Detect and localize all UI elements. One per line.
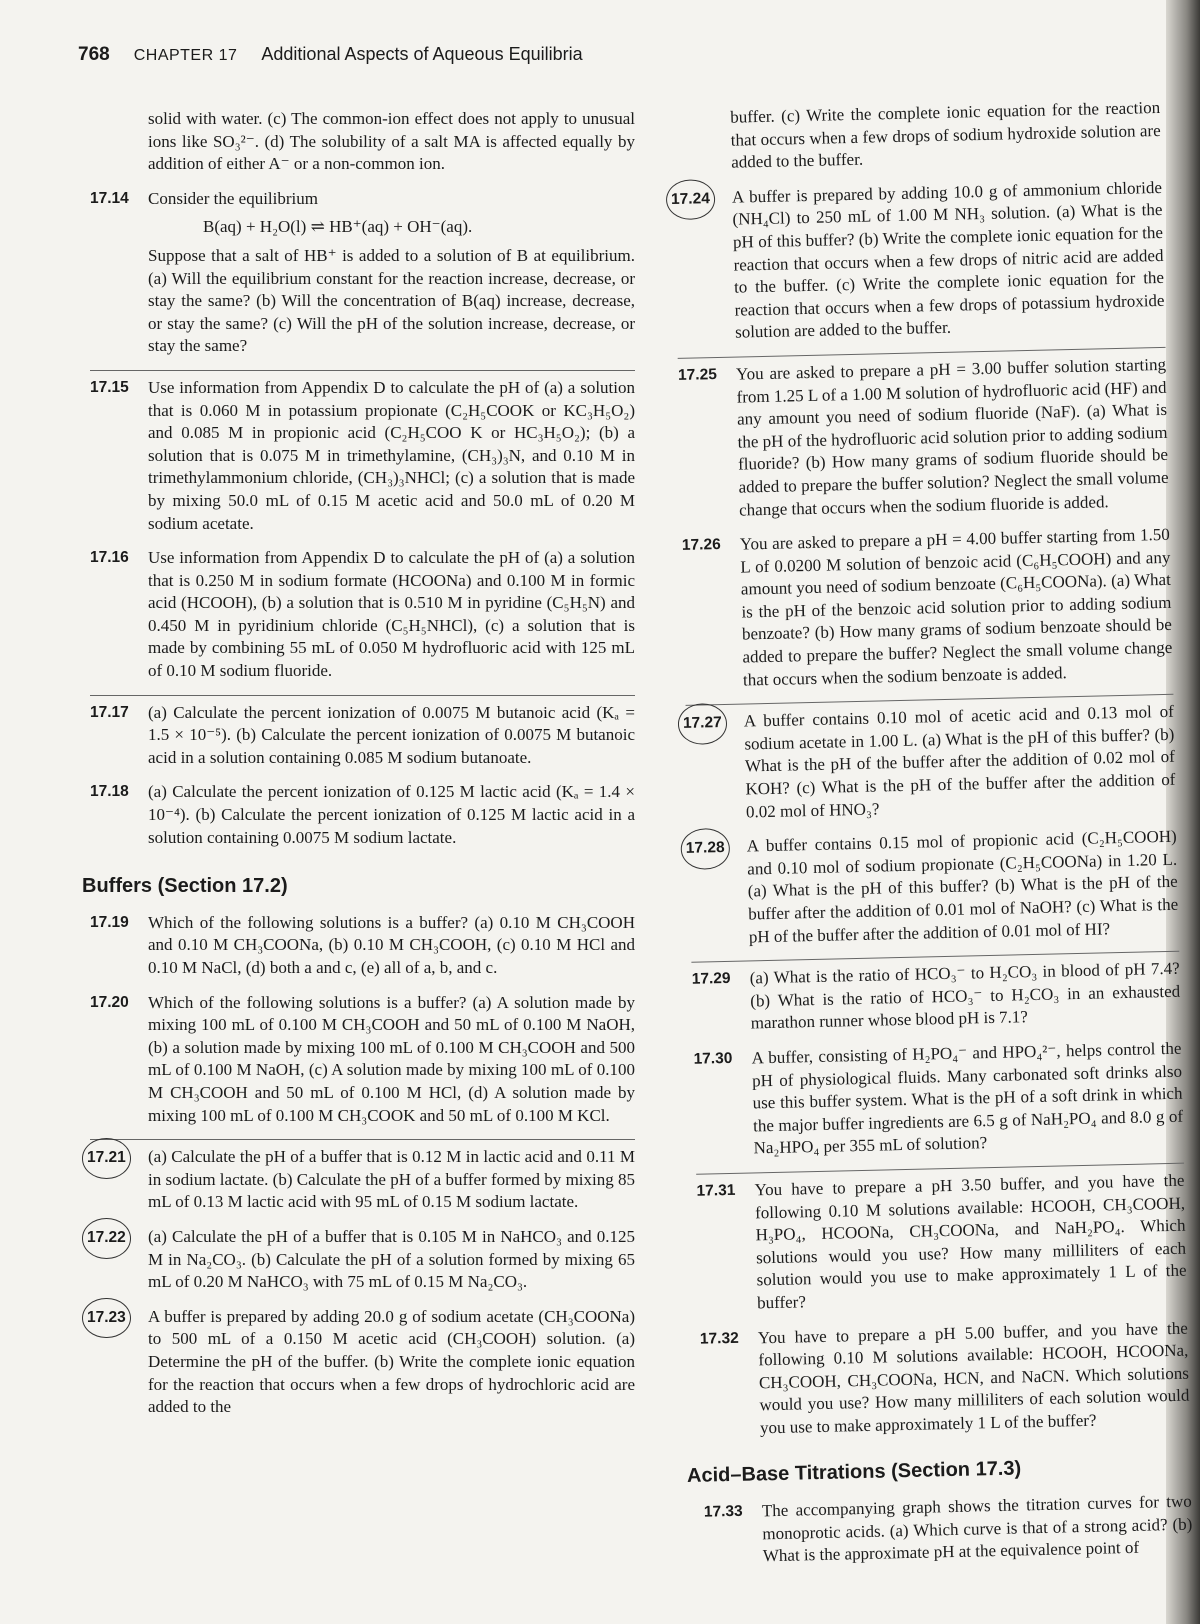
problem-body: You are asked to prepare a pH = 4.00 buffer starting from 1.50 L of 0.0200 M solution of benzoic acid (C₆H₅COOH) and any amount you need of sodium benzoate (C₆H₅COONa). (a) What is the pH of the benzoic acid solution prior to adding sodium benzoate? (b) How many grams of sodium benzoate should be added to prepare the buffer? Neglect the small volume change that occurs when the sodium benzoate is added.	[739, 524, 1173, 690]
problem-number: 17.25	[677, 365, 718, 384]
right-column	[672, 97, 1193, 1582]
problem-body: (a) Calculate the percent ionization of 0.0075 M butanoic acid (Kₐ = 1.5 × 10⁻⁵). (b) Calculate the percent ionization of 0.0075 M butanoic acid in a solution containing 0.085 M sodium butanoate.	[148, 702, 635, 767]
problem-17-15	[90, 370, 635, 535]
chapter-label: CHAPTER 17	[133, 47, 238, 64]
problem-17-28	[685, 826, 1179, 950]
problem-number: 17.16	[90, 549, 129, 567]
problem-17-22	[87, 1226, 635, 1294]
equilibrium-equation: B(aq) + H₂O(l) ⇌ HB⁺(aq) + OH⁻(aq).	[203, 217, 473, 237]
problem-body: A buffer is prepared by adding 20.0 g of sodium acetate (CH₃COONa) to 500 mL of a 0.150 M acetic acid (CH₃COOH) solution. (a) Determine the pH of the buffer. (b) Write the complete ionic equation for the reaction that occurs when a few drops of hydrochloric acid are added to the	[148, 1306, 635, 1417]
chapter-title: Additional Aspects of Aqueous Equilibria	[261, 44, 583, 64]
problem-number: 17.19	[90, 913, 129, 931]
problem-number-circled: 17.27	[678, 703, 728, 745]
problem-17-17	[90, 695, 635, 770]
problem-body: You have to prepare a pH 5.00 buffer, and you have the following 0.10 M solutions available: HCOOH, HCOONa, CH₃COOH, CH₃COONa, HCN, and NaCN. Which solutions would you use? How many milliliters of each solution would you use to make approximately 1 L of the buffer?	[757, 1318, 1190, 1438]
problem-number: 17.15	[90, 378, 129, 396]
problem-17-19	[90, 912, 635, 980]
problem-number: 17.29	[691, 970, 731, 988]
continued-text-body: buffer. (c) Write the complete ionic equation for the reaction that occurs when a few drops of sodium hydroxide solution are added to the buffer.	[730, 97, 1161, 172]
problem-17-26	[682, 524, 1173, 693]
problem-body: A buffer is prepared by adding 10.0 g of ammonium chloride (NH₄Cl) to 250 mL of 1.00 M NH₃ solution. (a) What is the pH of this buffer? (b) Write the complete ionic equation for the reaction that occurs when a few drops of nitric acid are added to the buffer. (c) Write the complete ionic equation for the reaction that occurs when a few drops of potassium hydroxide solution are added to the buffer.	[731, 177, 1165, 342]
problem-17-20	[90, 992, 635, 1128]
problem-number-circled: 17.28	[680, 828, 730, 870]
problem-number-circled: 17.24	[666, 179, 716, 221]
problem-17-21	[87, 1139, 635, 1214]
problem-17-16	[90, 547, 635, 683]
problem-number-circled: 17.23	[82, 1298, 131, 1339]
page-header	[78, 44, 583, 78]
problem-17-31	[696, 1163, 1187, 1317]
problem-body: Use information from Appendix D to calculate the pH of (a) a solution that is 0.250 M in sodium formate (HCOONa) and 0.100 M in formic acid (HCOOH), (b) a solution that is 0.510 M in pyridine (C₅H₅N) and 0.450 M in pyridinium chloride (C₅H₅NHCl), (c) a solution that is made by combining 55 mL of 0.050 M hydrofluoric acid with 125 mL of 0.10 M sodium fluoride.	[148, 548, 635, 681]
problem-number: 17.33	[703, 1502, 743, 1521]
problem-body: The accompanying graph shows the titration curves for two monoprotic acids. (a) Which curve is that of a strong acid? (b) What is the approximate pH at the equivalence point of	[761, 1491, 1193, 1566]
problem-body: A buffer contains 0.10 mol of acetic acid and 0.13 mol of sodium acetate in 1.00 L. (a) What is the pH of this buffer? (b) What is the pH of the buffer after the addition of 0.02 mol of KOH? (c) What is the pH of the buffer after the addition of 0.02 mol of HNO₃?	[743, 702, 1176, 822]
problem-17-18	[90, 781, 635, 849]
problem-body: (a) What is the ratio of HCO₃⁻ to H₂CO₃ in blood of pH 7.4? (b) What is the ratio of HCO₃⁻ to H₂CO₃ in an exhausted marathon runner whose blood pH is 7.1?	[749, 958, 1181, 1033]
problem-number: 17.30	[693, 1049, 733, 1068]
problem-number: 17.14	[90, 189, 129, 207]
problem-body: A buffer, consisting of H₂PO₄⁻ and HPO₄²⁻, helps control the pH of physiological fluids. Many carbonated soft drinks also use this buffer system. What is the pH of a soft drink in which the major buffer ingredients are 6.5 g of NaH₂PO₄ and 8.0 g of Na₂HPO₄ per 355 mL of solution?	[751, 1038, 1184, 1158]
problem-number: 17.31	[696, 1181, 736, 1200]
problem-number-circled: 17.21	[82, 1138, 131, 1179]
problem-body: Which of the following solutions is a buffer? (a) 0.10 M CH₃COOH and 0.10 M CH₃COONa, (b) 0.10 M CH₃COOH, (c) 0.10 M HCl and 0.10 M NaCl, (d) both a and c, (e) all of a, b, and c.	[148, 912, 635, 977]
problem-body: You are asked to prepare a pH = 3.00 buffer solution starting from 1.25 L of a 1.00 M solution of hydrofluoric acid (HF) and any amount you need of sodium fluoride (NaF). (a) What is the pH of the hydrofluoric acid solution prior to adding sodium fluoride? (b) How many grams of sodium fluoride should be added to prepare the buffer solution? Neglect the small volume change that occurs when the sodium fluoride is added.	[735, 354, 1169, 520]
problem-number: 17.32	[699, 1329, 739, 1348]
problem-17-24	[670, 177, 1165, 346]
problem-body: (a) Calculate the pH of a buffer that is 0.12 M in lactic acid and 0.11 M in sodium lactate. (b) Calculate the pH of a buffer formed by mixing 85 mL of 0.13 M lactic acid with 95 mL of 0.15 M sodium lactate.	[148, 1147, 635, 1212]
problem-number: 17.26	[681, 536, 721, 554]
page-number: 768	[78, 44, 110, 65]
problem-17-29	[691, 951, 1181, 1037]
problem-17-25	[678, 347, 1170, 523]
problem-body: A buffer contains 0.15 mol of propionic acid (C₂H₅COOH) and 0.10 mol of sodium propionate (C₂H₅COONa) in 1.20 L. (a) What is the pH of this buffer? (b) What is the pH of the buffer after the addition of 0.01 mol of NaOH? (c) What is the pH of the buffer after the addition of 0.01 mol of HI?	[746, 826, 1179, 947]
continued-text-body: solid with water. (c) The common-ion effect does not apply to unusual ions like SO₃²⁻. (d) The solubility of a salt MA is affected equally by addition of either A⁻ or a non-common ion.	[148, 109, 635, 174]
problem-17-33	[704, 1491, 1193, 1570]
problem-body: Use information from Appendix D to calculate the pH of (a) a solution that is 0.060 M in potassium propionate (C₂H₅COOK or KC₃H₅O₂) and 0.085 M in propionic acid (C₂H₅COO K or HC₃H₅O₂); (b) a solution that is 0.075 M in trimethylamine, (CH₃)₃N, and 0.10 M in trimethylammonium chloride, (CH₃)₃NHCl; (c) a solution that is made by mixing 50.0 mL of 0.15 M acetic acid and 50.0 mL of 0.20 M sodium acetate.	[148, 377, 635, 533]
section-heading-titrations: Acid–Base Titrations (Section 17.3)	[686, 1457, 1022, 1488]
problem-lead: Consider the equilibrium	[148, 188, 318, 208]
problem-17-14	[90, 188, 635, 358]
problem-17-30	[693, 1038, 1183, 1162]
problem-body: (a) Calculate the pH of a buffer that is 0.105 M in NaHCO₃ and 0.125 M in Na₂CO₃. (b) Calculate the pH of a solution formed by mixing 65 mL of 0.20 M NaHCO₃ with 75 mL of 0.15 M Na₂CO₃.	[148, 1226, 635, 1292]
problem-body: Which of the following solutions is a buffer? (a) A solution made by mixing 100 mL of 0.100 M CH₃COOH and 50 mL of 0.100 M NaOH, (b) a solution made by mixing 100 mL of 0.100 M CH₃COOH and 500 mL of 0.100 M NaOH, (c) A solution made by mixing 100 mL of 0.100 M CH₃COOH and 50 mL of 0.100 M HCl, (d) A solution made by mixing 100 mL of 0.100 M CH₃COOK and 50 mL of 0.100 M KCl.	[148, 992, 635, 1125]
problem-body: You have to prepare a pH 3.50 buffer, and you have the following 0.10 M solutions available: HCOOH, CH₃COOH, H₃PO₄, HCOONa, CH₃COONa, and NaH₂PO₄. Which solutions would you use? How many milliliters of each solution would you use to make approximately 1 L of the buffer?	[754, 1170, 1187, 1313]
problem-17-23	[87, 1306, 635, 1419]
continued-text	[672, 97, 1161, 176]
problem-body: (a) Calculate the percent ionization of 0.125 M lactic acid (Kₐ = 1.4 × 10⁻⁴). (b) Calculate the percent ionization of 0.125 M lactic acid in a solution containing 0.0075 M sodium lactate.	[148, 782, 635, 847]
problem-17-27	[682, 694, 1177, 825]
problem-number: 17.17	[90, 703, 129, 721]
continued-text	[90, 108, 635, 176]
left-column	[82, 108, 635, 1431]
problem-number: 17.18	[90, 783, 129, 801]
problem-number-circled: 17.22	[82, 1218, 131, 1259]
section-heading-buffers: Buffers (Section 17.2)	[82, 875, 288, 898]
problem-number: 17.20	[90, 993, 129, 1011]
problem-body: Suppose that a salt of HB⁺ is added to a solution of B at equilibrium. (a) Will the equilibrium constant for the reaction increase, decrease, or stay the same? (b) Will the concentration of B(aq) increase, decrease, or stay the same? (c) Will the pH of the solution increase, decrease, or stay the same?	[148, 245, 635, 356]
problem-17-32	[700, 1317, 1190, 1441]
